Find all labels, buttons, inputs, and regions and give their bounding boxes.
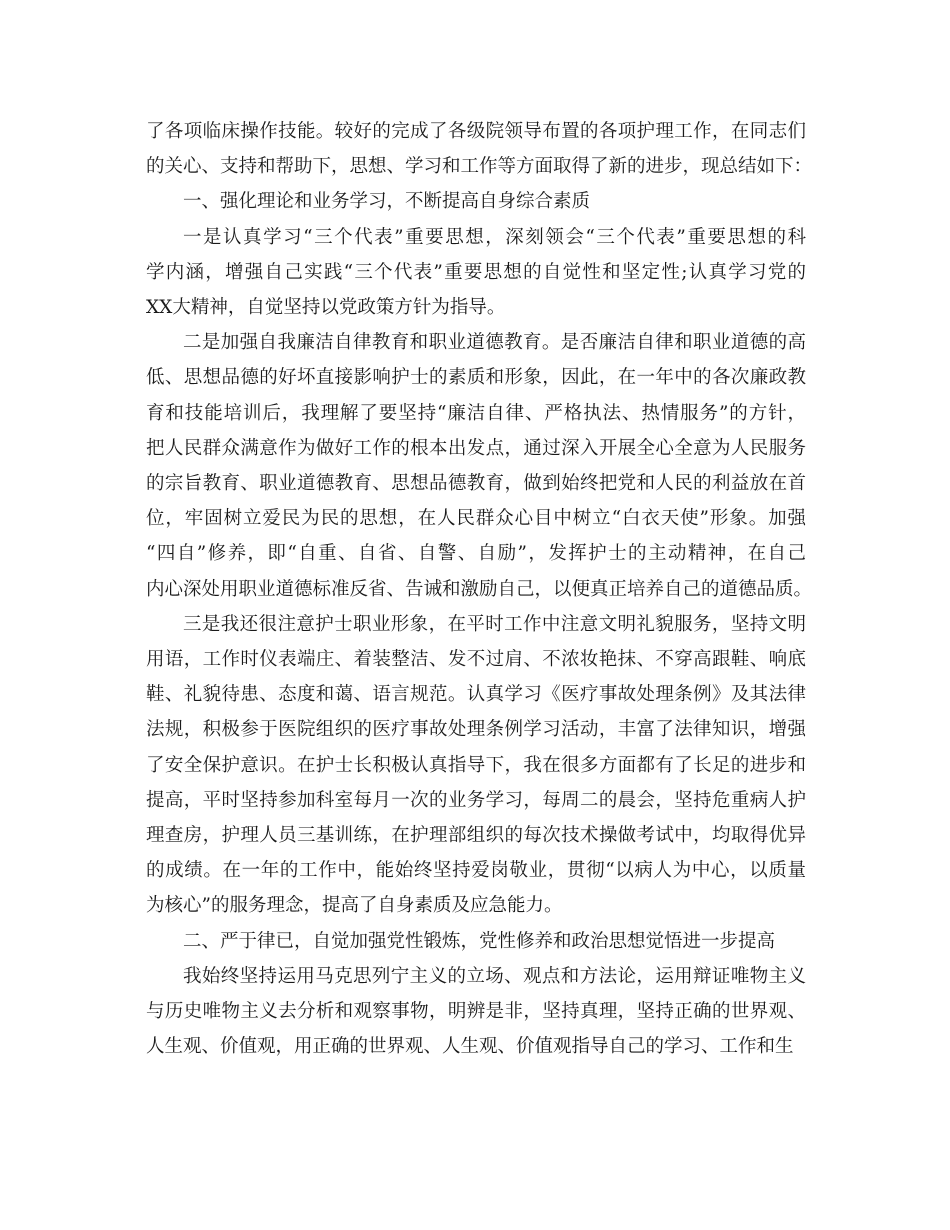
text-line: 的宗旨教育、职业道德教育、思想品德教育，做到始终把党和人民的利益放在首 (146, 473, 806, 495)
text-line: 三是我还很注意护士职业形象，在平时工作中注意文明礼貌服务，坚持文明 (183, 613, 806, 635)
text-line: 了各项临床操作技能。较好的完成了各级院领导布置的各项护理工作，在同志们 (146, 121, 806, 142)
text-line: 鞋、礼貌待患、态度和蔼、语言规范。认真学习《医疗事故处理条例》及其法律 (146, 684, 806, 706)
paragraph (146, 607, 806, 924)
document-body (146, 114, 813, 1064)
paragraph (146, 220, 806, 326)
text-line: 法规，积极参于医院组织的医疗事故处理条例学习活动，丰富了法律知识，增强 (146, 719, 806, 741)
text-line: 内心深处用职业道德标准反省、告诫和激励自己，以便真正培养自己的道德品质。 (146, 578, 813, 600)
paragraph (146, 325, 813, 607)
text-line: 理查房，护理人员三基训练，在护理部组织的每次技术操做考试中，均取得优异 (146, 825, 806, 847)
paragraph (146, 184, 806, 219)
text-line: 我始终坚持运用马克思列宁主义的立场、观点和方法论，运用辩证唯物主义 (183, 965, 806, 987)
paragraph (146, 959, 806, 1065)
text-line: 的成绩。在一年的工作中，能始终坚持爱岗敬业，贯彻“以病人为中心，以质量 (146, 860, 806, 882)
text-line: 位，牢固树立爱民为民的思想，在人民群众心目中树立“白衣天使”形象。加强 (146, 508, 806, 530)
paragraph (146, 114, 813, 184)
text-line: 育和技能培训后，我理解了要坚持“廉洁自律、严格执法、热情服务”的方针， (146, 402, 806, 424)
text-line: XX大精神，自觉坚持以党政策方针为指导。 (146, 297, 506, 319)
text-line: 了安全保护意识。在护士长积极认真指导下，我在很多方面都有了长足的进步和 (146, 754, 806, 776)
text-line: 低、思想品德的好坏直接影响护士的素质和形象，因此，在一年中的各次廉政教 (146, 367, 806, 389)
text-line: 一是认真学习“三个代表”重要思想，深刻领会“三个代表”重要思想的科 (183, 226, 806, 248)
text-line: 的关心、支持和帮助下，思想、学习和工作等方面取得了新的进步，现总结如下： (146, 156, 813, 178)
text-line: “四自”修养，即“自重、自省、自警、自励”，发挥护士的主动精神，在自己 (146, 543, 806, 565)
text-line: 为核心”的服务理念，提高了自身素质及应急能力。 (146, 895, 563, 917)
text-line: 二是加强自我廉洁自律教育和职业道德教育。是否廉洁自律和职业道德的高 (183, 332, 806, 354)
text-line: 把人民群众满意作为做好工作的根本出发点，通过深入开展全心全意为人民服务 (146, 437, 806, 459)
paragraph (146, 924, 806, 959)
text-line: 提高，平时坚持参加科室每月一次的业务学习，每周二的晨会，坚持危重病人护 (146, 789, 806, 811)
text-line: 一、强化理论和业务学习，不断提高自身综合素质 (183, 191, 591, 213)
text-line: 与历史唯物主义去分析和观察事物，明辨是非，坚持真理，坚持正确的世界观、 (146, 1001, 806, 1023)
text-line: 用语，工作时仪表端庄、着装整洁、发不过肩、不浓妆艳抹、不穿高跟鞋、响底 (146, 649, 806, 671)
text-line: 学内涵，增强自己实践“三个代表”重要思想的自觉性和坚定性;认真学习党的 (146, 261, 806, 283)
text-line: 人生观、价值观，用正确的世界观、人生观、价值观指导自己的学习、工作和生 (146, 1036, 794, 1058)
text-line: 二、严于律已，自觉加强党性锻炼，党性修养和政治思想觉悟进一步提高 (183, 930, 776, 952)
